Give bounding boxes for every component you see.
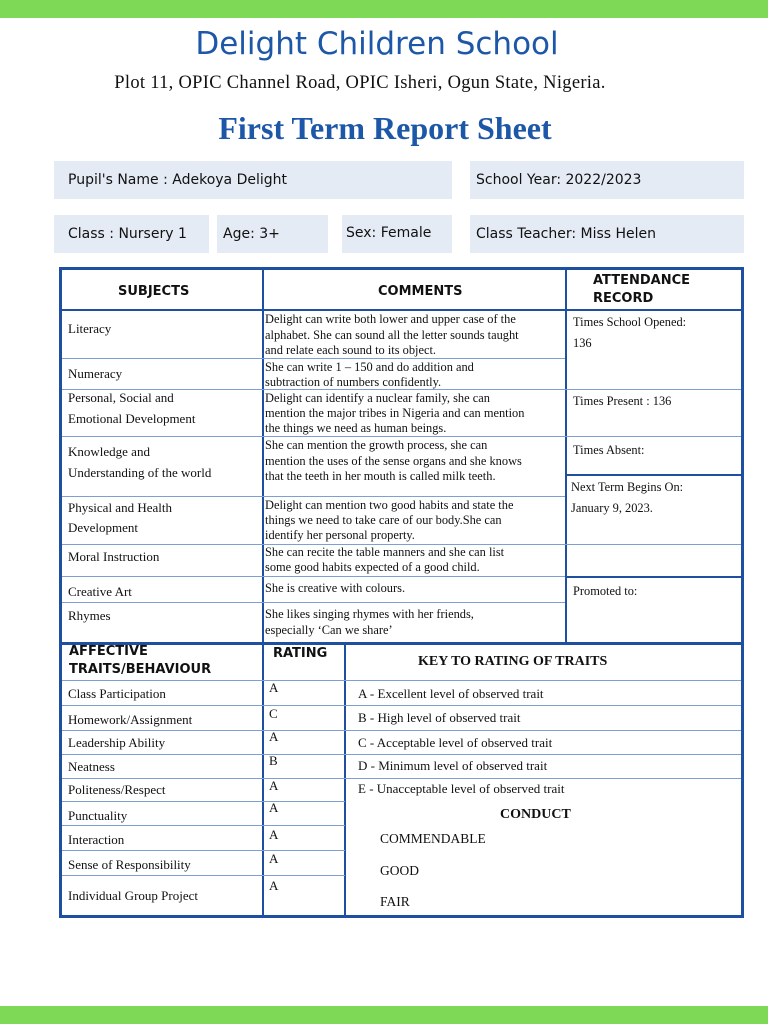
rating-header: RATING	[273, 646, 328, 661]
attendance-header-line1: ATTENDANCE	[593, 273, 690, 288]
rating-neatness: B	[269, 753, 278, 768]
age-box	[217, 215, 328, 253]
key-item-b: B - High level of observed trait	[358, 710, 521, 725]
school-address: Plot 11, OPIC Channel Road, OPIC Isheri, Ogun State, Nigeria.	[114, 73, 606, 93]
trait-responsibility: Sense of Responsibility	[68, 857, 191, 872]
rating-group-project: A	[269, 878, 279, 893]
subject-personal-social-1: Personal, Social and	[68, 390, 174, 405]
comment-personal-social-1: Delight can identify a nuclear family, she can	[265, 391, 490, 405]
school-year: School Year: 2022/2023	[476, 172, 642, 188]
conduct-title: CONDUCT	[500, 807, 571, 822]
times-absent: Times Absent:	[573, 443, 645, 457]
comment-moral-1: She can recite the table manners and she can list	[265, 545, 505, 559]
pupil-name-box	[54, 161, 452, 199]
subject-knowledge-1: Knowledge and	[68, 444, 150, 459]
attendance-header-line2: RECORD	[593, 291, 654, 306]
rating-responsibility: A	[269, 851, 279, 866]
comment-literacy-3: and relate each sound to its object.	[265, 343, 437, 357]
next-term-label: Next Term Begins On:	[571, 480, 684, 494]
trait-homework: Homework/Assignment	[68, 712, 193, 727]
subject-physical-1: Physical and Health	[68, 500, 172, 515]
affective-header-2: TRAITS/BEHAVIOUR	[69, 662, 212, 677]
key-title: KEY TO RATING OF TRAITS	[418, 654, 608, 669]
key-item-d: D - Minimum level of observed trait	[358, 758, 548, 773]
class-teacher: Class Teacher: Miss Helen	[476, 226, 657, 242]
trait-group-project: Individual Group Project	[68, 888, 198, 903]
conduct-commendable: COMMENDABLE	[380, 831, 486, 846]
conduct-fair: FAIR	[380, 894, 410, 909]
class-teacher-box	[470, 215, 744, 253]
next-term-date: January 9, 2023.	[571, 501, 653, 515]
comment-numeracy-2: subtraction of numbers confidently.	[265, 375, 442, 389]
subject-knowledge-2: Understanding of the world	[68, 465, 212, 480]
comment-personal-social-2: mention the major tribes in Nigeria and can mention	[265, 406, 525, 420]
subject-moral: Moral Instruction	[68, 549, 160, 564]
subjects-header: SUBJECTS	[118, 284, 190, 299]
subject-rhymes: Rhymes	[68, 608, 111, 623]
times-opened-value: 136	[573, 336, 592, 350]
sex-value: Sex: Female	[346, 225, 432, 241]
key-item-a: A - Excellent level of observed trait	[358, 686, 544, 701]
report-table	[59, 267, 744, 918]
key-item-c: C - Acceptable level of observed trait	[358, 735, 553, 750]
trait-neatness: Neatness	[68, 759, 115, 774]
conduct-good: GOOD	[380, 863, 419, 878]
comment-literacy-2: alphabet. She can sound all the letter sounds taught	[265, 328, 519, 342]
class-value: Class : Nursery 1	[68, 226, 187, 242]
rating-leadership: A	[269, 729, 279, 744]
trait-punctuality: Punctuality	[68, 808, 128, 823]
affective-header-1: AFFECTIVE	[69, 644, 148, 659]
subject-numeracy: Numeracy	[68, 366, 123, 381]
trait-class-participation: Class Participation	[68, 686, 166, 701]
times-present: Times Present : 136	[573, 394, 672, 408]
comment-knowledge-3: that the teeth in her mouth is called milk teeth.	[265, 469, 496, 483]
trait-politeness: Politeness/Respect	[68, 782, 166, 797]
comment-rhymes-1: She likes singing rhymes with her friends,	[265, 607, 474, 621]
rating-interaction: A	[269, 827, 279, 842]
sex-box	[342, 215, 452, 253]
top-green-bar	[0, 0, 768, 18]
subject-personal-social-2: Emotional Development	[68, 411, 196, 426]
comment-knowledge-2: mention the uses of the sense organs and she knows	[265, 454, 522, 468]
trait-leadership: Leadership Ability	[68, 735, 166, 750]
subject-creative-art: Creative Art	[68, 584, 132, 599]
pupil-name: Pupil's Name : Adekoya Delight	[68, 172, 287, 188]
comment-literacy-1: Delight can write both lower and upper case of the	[265, 312, 516, 326]
school-name: Delight Children School	[195, 26, 559, 62]
bottom-green-bar	[0, 1006, 768, 1024]
key-item-e: E - Unacceptable level of observed trait	[358, 781, 565, 796]
comment-physical-1: Delight can mention two good habits and state the	[265, 498, 514, 512]
comment-physical-2: things we need to take care of our body.She can	[265, 513, 502, 527]
rating-class-participation: A	[269, 680, 279, 695]
school-year-box	[470, 161, 744, 199]
age-value: Age: 3+	[223, 226, 280, 242]
rating-homework: C	[269, 706, 278, 721]
comment-physical-3: identify her personal property.	[265, 528, 415, 542]
comment-moral-2: some good habits expected of a good child.	[265, 560, 480, 574]
comment-creative-art: She is creative with colours.	[265, 581, 406, 595]
subject-literacy: Literacy	[68, 321, 112, 336]
comment-rhymes-2: especially ‘Can we share’	[265, 623, 393, 637]
subject-physical-2: Development	[68, 520, 139, 535]
comment-knowledge-1: She can mention the growth process, she can	[265, 438, 488, 452]
promoted-to: Promoted to:	[573, 584, 638, 598]
comments-header: COMMENTS	[378, 284, 463, 299]
times-opened-label: Times School Opened:	[573, 315, 687, 329]
comment-numeracy-1: She can write 1 – 150 and do addition and	[265, 360, 474, 374]
rating-politeness: A	[269, 778, 279, 793]
trait-interaction: Interaction	[68, 832, 125, 847]
rating-punctuality: A	[269, 800, 279, 815]
comment-personal-social-3: the things we need as human beings.	[265, 421, 447, 435]
class-box	[54, 215, 209, 253]
report-title: First Term Report Sheet	[218, 110, 552, 146]
